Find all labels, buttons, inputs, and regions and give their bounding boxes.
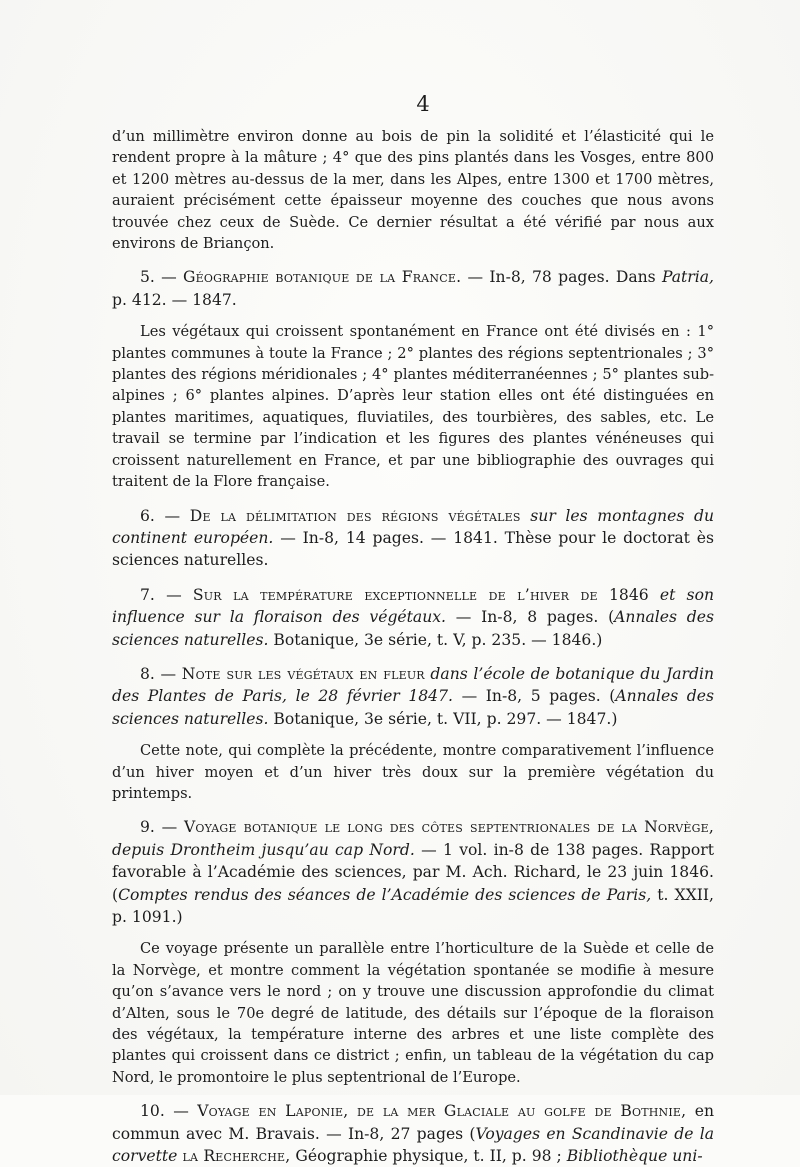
text-run: 10. — (140, 1102, 198, 1121)
bibliography-entry (112, 266, 714, 311)
text-run: Voyage en Laponie, de la mer Glaciale au golfe de Bothnie, (197, 1102, 687, 1121)
text-run: De la délimitation des régions végétales (189, 506, 521, 525)
text-run: — 1 vol. in-8 de 138 pages. Rapport favorable à l’Académie des sciences, par M. Ach. Richard, le 23 juin 1846. ( (112, 840, 714, 904)
text-run: sur les montagnes du continent européen. (112, 506, 714, 547)
bibliography-entry (112, 816, 714, 928)
page-number: 4 (416, 92, 430, 116)
text-run: Sur la température exceptionnelle de l’hiver de (192, 585, 598, 604)
text-run: Voyage botanique le long des côtes septentrionales de la Norvège, (183, 818, 714, 837)
paragraph (112, 938, 714, 1088)
text-run: Géographie botanique de la France. (183, 268, 462, 287)
text-run: 7. — (140, 585, 193, 604)
text-run: 5. — (140, 268, 184, 287)
text-run: Géographie physique, t. II, p. 98 ; (290, 1147, 567, 1166)
text-run: la Recherche, (177, 1147, 291, 1166)
bibliography-entry (112, 584, 714, 651)
text-run: depuis Drontheim jusqu’au cap Nord. (112, 840, 415, 859)
text-run: Cette note, qui complète la précédente, montre comparativement l’influence d’un hiver moyen et d’un hiver très doux sur la première végétation du printemps. (112, 742, 714, 802)
text-run: — In-8, 5 pages. ( (452, 687, 616, 706)
text-run: 1846 (597, 585, 660, 604)
text-run: d’un millimètre environ donne au bois de pin la solidité et l’élasticité qui le rendent propre à la mâture ; 4° que des pins plantés dans les Vosges, entre 800 et 1200 mètres au-dessus de la mer, dans les Alpes, entre 1300 et 1700 mètres, auraient précisément cette épaisseur moyenne des couches que nous avons trouvée chez ceux de Suède. Ce dernier résultat a été vérifié par nous aux environs de Briançon. (112, 128, 714, 253)
paragraph (112, 126, 714, 254)
text-run: Note sur les végétaux en fleur (181, 664, 425, 683)
text-run: — In-8, 78 pages. Dans (461, 268, 662, 287)
text-run: 8. — (140, 664, 182, 683)
text-run: 6. — (140, 506, 190, 525)
text-run: Bibliothèque uni- (566, 1147, 703, 1166)
text-run: et son influence sur la floraison des végétaux. (112, 585, 714, 627)
text-run: Annales des sciences naturelles. (112, 687, 714, 728)
text-run: 9. — (140, 818, 184, 837)
bibliography-entry (112, 505, 714, 572)
text-run: Botanique, 3e série, t. V, p. 235. — 1846.) (268, 630, 603, 649)
text-run: Voyages en Scandinavie de la corvette (112, 1124, 714, 1166)
paragraph (112, 321, 714, 492)
text-run: Ce voyage présente un parallèle entre l’horticulture de la Suède et celle de la Norvège, et montre comment la végétation spontanée se modifie à mesure qu’on s’avance vers le nord ; on y trouve une discussion approfondie du climat d’Alten, sous le 70e degré de latitude, des détails sur l’époque de la floraison des végétaux, la température interne des arbres et une liste complète des plantes qui croissent dans ce district ; enfin, un tableau de la végétation du cap Nord, le promontoire le plus septentrional de l’Europe. (112, 940, 714, 1086)
text-run: Patria, (661, 268, 714, 287)
paragraph (112, 740, 714, 804)
body-text (112, 126, 714, 1167)
text-run: Comptes rendus des séances de l’Académie des sciences de Paris, (118, 885, 652, 904)
bibliography-entry (112, 663, 714, 730)
text-run: — In-8, 8 pages. ( (446, 608, 615, 627)
text-run: Les végétaux qui croissent spontanément en France ont été divisés en : 1° plantes communes à toute la France ; 2° plantes des régions septentrionales ; 3° plantes des régions méridionales ; 4° plantes méditerranéennes ; 5° plantes sub-alpines ; 6° plantes alpines. D’après leur station elles ont été distinguées en plantes maritimes, aquatiques, fluviatiles, des tourbières, des sables, etc. Le travail se termine par l’indication et les figures des plantes vénéneuses qui croissent naturellement en France, et par une bibliographie des ouvrages qui traitent de la Flore française. (112, 323, 714, 491)
text-run: en commun avec M. Bravais. — In-8, 27 pages ( (112, 1102, 714, 1143)
text-run: t. XXII, p. 1091.) (112, 885, 714, 926)
text-run: Annales des sciences naturelles. (112, 608, 714, 649)
text-run: — In-8, 14 pages. — 1841. Thèse pour le doctorat ès sciences naturelles. (112, 528, 714, 570)
bibliography-entry (112, 1100, 714, 1167)
text-run: Botanique, 3e série, t. VII, p. 297. — 1847.) (268, 709, 618, 728)
text-run: dans l’école de botanique du Jardin des Plantes de Paris, le 28 février 1847. (112, 664, 714, 706)
text-run: p. 412. — 1847. (112, 290, 237, 309)
